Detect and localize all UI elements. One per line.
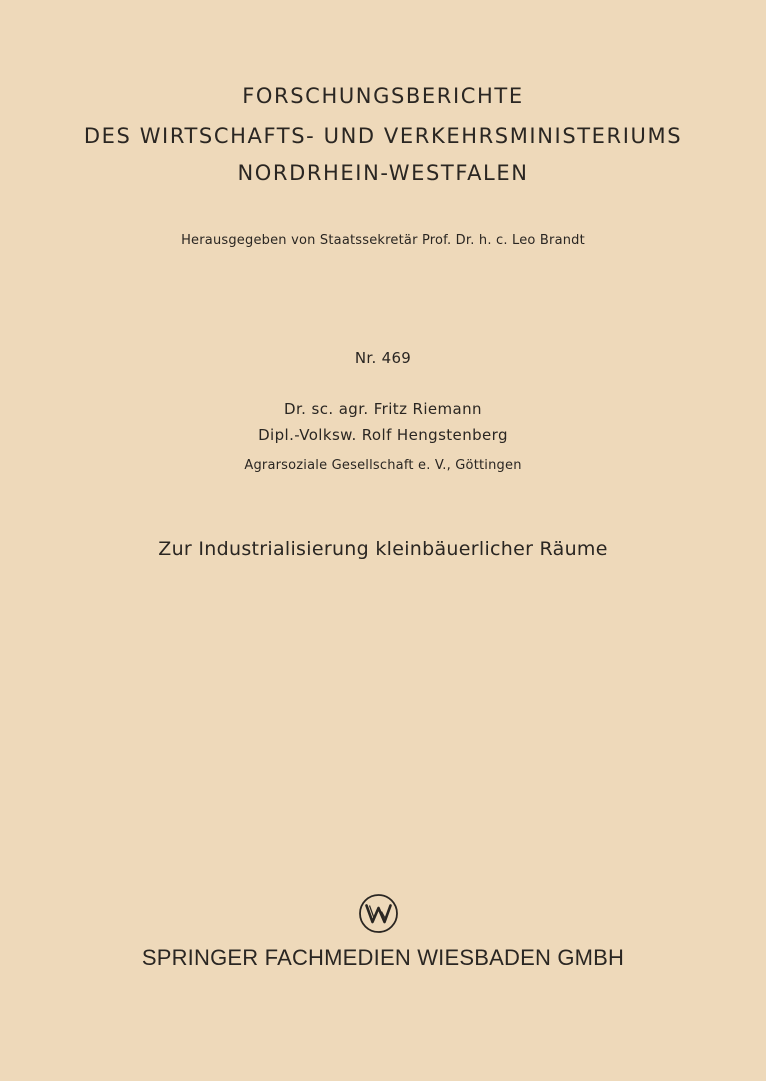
editor-line: Herausgegeben von Staatssekretär Prof. Dr. h. c. Leo Brandt	[181, 233, 585, 248]
author-2: Dipl.-Volksw. Rolf Hengstenberg	[258, 426, 508, 444]
book-title: Zur Industrialisierung kleinbäuerlicher Räume	[158, 538, 608, 560]
publisher-name: SPRINGER FACHMEDIEN WIESBADEN GMBH	[141, 945, 625, 970]
springer-w-logo-icon	[358, 893, 399, 934]
author-1: Dr. sc. agr. Fritz Riemann	[284, 400, 482, 418]
series-title-line-3: NORDRHEIN-WESTFALEN	[237, 161, 529, 185]
report-number: Nr. 469	[354, 349, 412, 367]
institution: Agrarsoziale Gesellschaft e. V., Göttingen	[244, 458, 522, 473]
series-title-line-2: DES WIRTSCHAFTS- UND VERKEHRSMINISTERIUMS	[83, 124, 683, 148]
series-title-line-1: FORSCHUNGSBERICHTE	[242, 84, 524, 108]
